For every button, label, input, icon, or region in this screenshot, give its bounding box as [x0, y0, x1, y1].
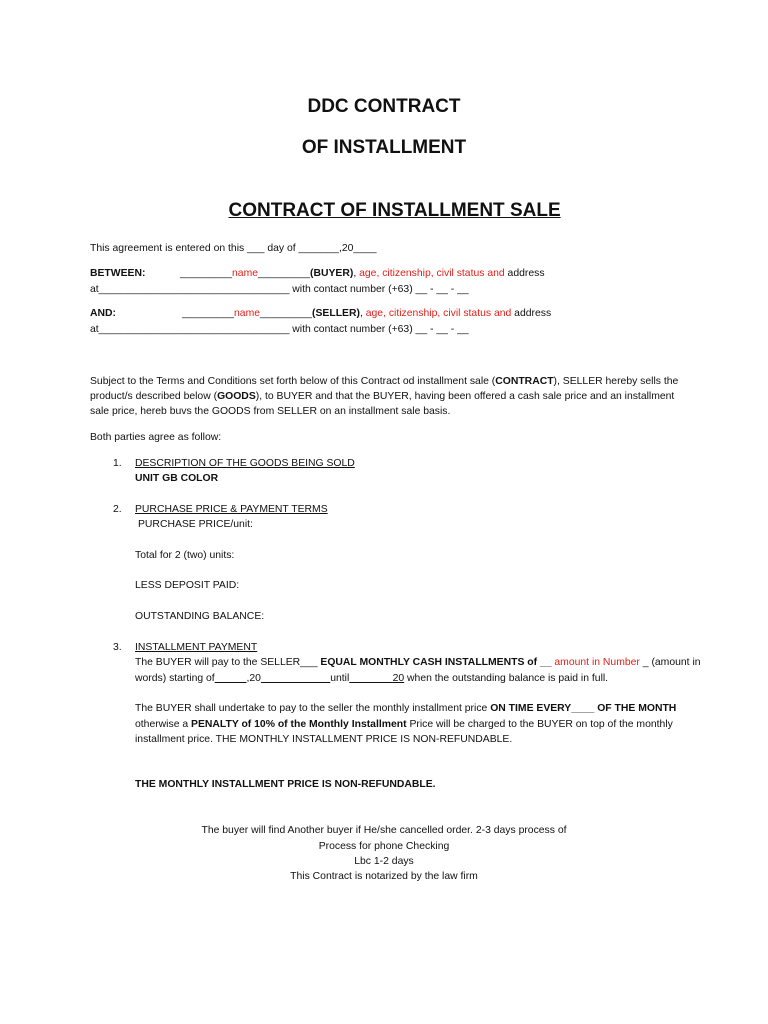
amount-placeholder: amount in Number — [554, 657, 640, 668]
purchase-price-line: PURCHASE PRICE/unit: — [138, 519, 253, 530]
non-refundable-notice: THE MONTHLY INSTALLMENT PRICE IS NON-REFUNDABLE. — [135, 779, 436, 790]
blank — [349, 673, 392, 684]
text: The BUYER will pay to the SELLER___ — [135, 657, 321, 668]
separator: , — [359, 308, 366, 319]
penalty-line-3: installment price. THE MONTHLY INSTALLMENT PRICE IS NON-REFUNDABLE. — [135, 734, 513, 745]
seller-line — [182, 307, 551, 321]
text: 20 — [392, 673, 405, 684]
installment-line-2 — [135, 672, 608, 686]
title-line-2: OF INSTALLMENT — [301, 137, 467, 158]
seller-details-placeholder: age, citizenship, civil status and — [365, 308, 512, 319]
buyer-role: (BUYER) — [310, 268, 354, 279]
buyer-line — [180, 267, 545, 281]
item-1-number: 1. — [113, 458, 122, 469]
deposit-line: LESS DEPOSIT PAID: — [135, 580, 240, 591]
footer-line-1: The buyer will find Another buyer if He/she cancelled order. 2-3 days process of — [201, 825, 567, 836]
blank: _________ — [180, 268, 233, 279]
seller-role: (SELLER) — [312, 308, 360, 319]
seller-name-placeholder: name — [234, 308, 261, 319]
seller-address-line: at_________________________________ with contact number (+63) __ - __ - __ — [90, 324, 469, 335]
text: otherwise a — [135, 719, 192, 730]
balance-line: OUTSTANDING BALANCE: — [135, 611, 265, 622]
footer-line-2: Process for phone Checking — [318, 841, 450, 852]
blank — [215, 673, 247, 684]
footer-line-4: This Contract is notarized by the law firm — [290, 871, 478, 882]
text: _ (amount in — [639, 657, 701, 668]
item-1-heading: DESCRIPTION OF THE GOODS BEING SOLD — [135, 458, 355, 469]
footer-line-3: Lbc 1-2 days — [354, 856, 414, 867]
address-word: address — [504, 268, 545, 279]
installment-line-1 — [135, 656, 701, 670]
total-line: Total for 2 (two) units: — [135, 550, 235, 561]
item-3-number: 3. — [113, 642, 122, 653]
and-label: AND: — [90, 308, 116, 319]
item-2-number: 2. — [113, 504, 122, 515]
text: Price will be charged to the BUYER on top of the monthly — [406, 719, 673, 730]
intro-line: This agreement is entered on this ___ day of _______,20____ — [90, 243, 377, 254]
buyer-address-line: at_________________________________ with contact number (+63) __ - __ - __ — [90, 284, 469, 295]
title-line-3-text: CONTRACT OF INSTALLMENT SALE — [228, 200, 561, 221]
title-line-3 — [0, 178, 768, 244]
text: until — [330, 673, 350, 684]
subject-line-1 — [90, 375, 678, 389]
text: when the outstanding balance is paid in full. — [404, 673, 609, 684]
text: ), SELLER hereby sells the — [553, 376, 679, 387]
text: Subject to the Terms and Conditions set forth below of this Contract od installment sale ( — [90, 376, 496, 387]
subject-line-2 — [90, 390, 674, 404]
separator: , — [353, 268, 360, 279]
item-3-heading: INSTALLMENT PAYMENT — [135, 642, 258, 653]
text: product/s described below ( — [90, 391, 218, 402]
text: words) starting of — [135, 673, 215, 684]
agree-line: Both parties agree as follow: — [90, 432, 222, 443]
blank: _________ — [260, 308, 313, 319]
item-2-heading: PURCHASE PRICE & PAYMENT TERMS — [135, 504, 328, 515]
between-label: BETWEEN: — [90, 268, 146, 279]
text: ), to BUYER and that the BUYER, having been offered a cash sale price and an installment — [255, 391, 675, 402]
blank — [261, 673, 330, 684]
title-line-1: DDC CONTRACT — [307, 96, 461, 117]
blank: _________ — [182, 308, 235, 319]
term-contract: CONTRACT — [495, 376, 554, 387]
blank: _________ — [258, 268, 311, 279]
on-time-term: ON TIME EVERY____ OF THE MONTH — [490, 703, 677, 714]
address-word: address — [511, 308, 552, 319]
buyer-name-placeholder: name — [232, 268, 259, 279]
buyer-details-placeholder: age, citizenship, civil status and — [359, 268, 505, 279]
text: The BUYER shall undertake to pay to the seller the monthly installment price — [135, 703, 491, 714]
text: ,20 — [246, 673, 261, 684]
penalty-term: PENALTY of 10% of the Monthly Installment — [191, 719, 407, 730]
equal-installments-term: EQUAL MONTHLY CASH INSTALLMENTS of __ — [320, 657, 555, 668]
item-1-sub: UNIT GB COLOR — [135, 473, 219, 484]
term-goods: GOODS — [217, 391, 256, 402]
subject-line-3: sale price, hereb buvs the GOODS from SELLER on an installment sale basis. — [90, 406, 451, 417]
penalty-line-1 — [135, 702, 676, 716]
penalty-line-2 — [135, 718, 673, 732]
